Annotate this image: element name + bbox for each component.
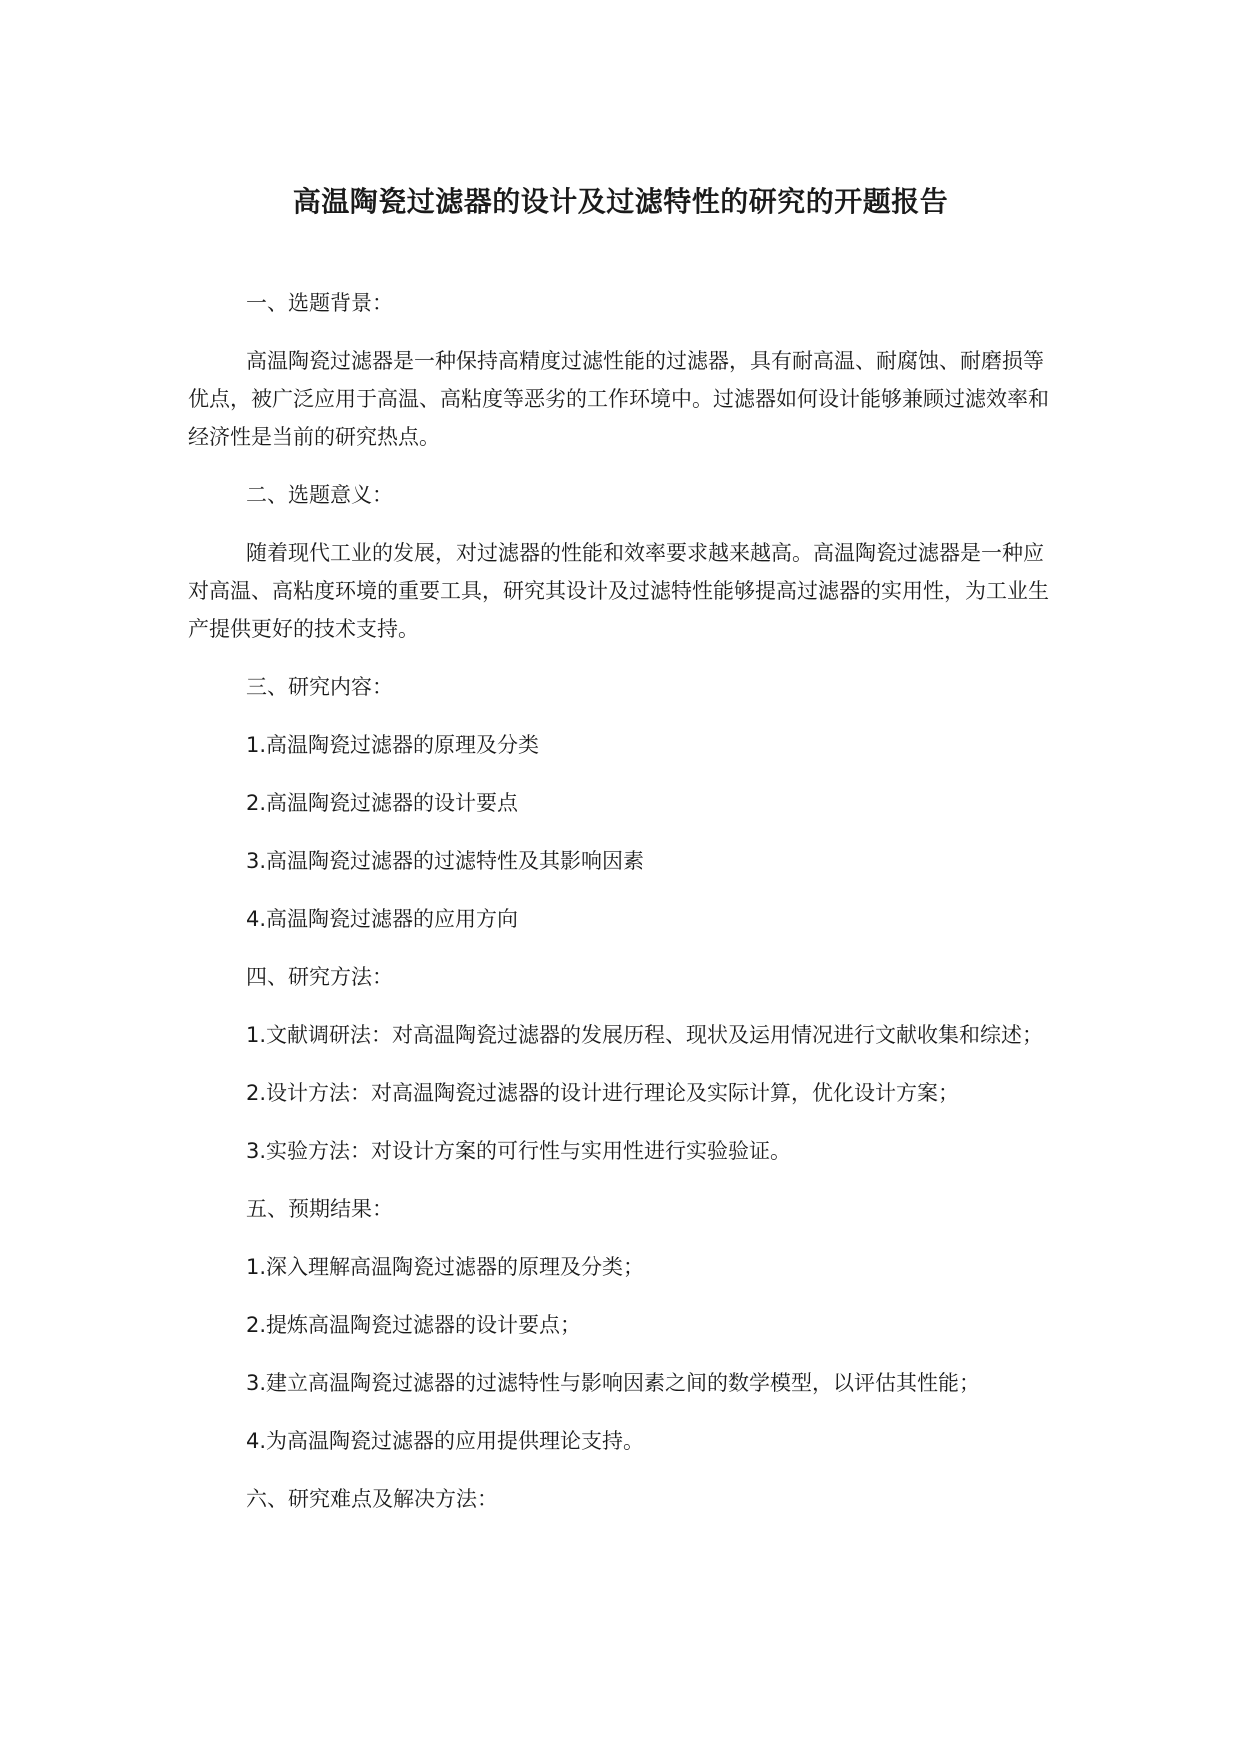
list-item: 2.高温陶瓷过滤器的设计要点 [246, 791, 519, 815]
list-item: 4.为高温陶瓷过滤器的应用提供理论支持。 [246, 1429, 645, 1453]
section-heading-significance: 二、选题意义： [246, 483, 393, 507]
list-item: 4.高温陶瓷过滤器的应用方向 [246, 907, 519, 931]
document-body [188, 284, 1056, 1518]
paragraph-significance: 随着现代工业的发展，对过滤器的性能和效率要求越来越高。高温陶瓷过滤器是一种应对高温、高粘度环境的重要工具，研究其设计及过滤特性能够提高过滤器的实用性，为工业生产提供更好的技术支持。 [188, 541, 1049, 641]
section-heading-difficulties: 六、研究难点及解决方法： [246, 1487, 498, 1511]
section-heading-results: 五、预期结果： [246, 1197, 393, 1221]
list-item: 2.设计方法：对高温陶瓷过滤器的设计进行理论及实际计算，优化设计方案； [246, 1081, 960, 1105]
list-item: 3.实验方法：对设计方案的可行性与实用性进行实验验证。 [246, 1139, 792, 1163]
section-heading-methods: 四、研究方法： [246, 965, 393, 989]
list-item: 2.提炼高温陶瓷过滤器的设计要点； [246, 1313, 582, 1337]
list-item: 1.高温陶瓷过滤器的原理及分类 [246, 733, 540, 757]
list-item: 3.高温陶瓷过滤器的过滤特性及其影响因素 [246, 849, 645, 873]
list-item: 3.建立高温陶瓷过滤器的过滤特性与影响因素之间的数学模型，以评估其性能； [246, 1371, 981, 1395]
paragraph-background: 高温陶瓷过滤器是一种保持高精度过滤性能的过滤器，具有耐高温、耐腐蚀、耐磨损等优点，被广泛应用于高温、高粘度等恶劣的工作环境中。过滤器如何设计能够兼顾过滤效率和经济性是当前的研究热点。 [188, 349, 1049, 449]
section-heading-background: 一、选题背景： [246, 291, 393, 315]
list-item: 1.文献调研法：对高温陶瓷过滤器的发展历程、现状及运用情况进行文献收集和综述； [246, 1023, 1044, 1047]
document-title: 高温陶瓷过滤器的设计及过滤特性的研究的开题报告 [292, 185, 949, 218]
section-heading-content: 三、研究内容： [246, 675, 393, 699]
list-item: 1.深入理解高温陶瓷过滤器的原理及分类； [246, 1255, 645, 1279]
